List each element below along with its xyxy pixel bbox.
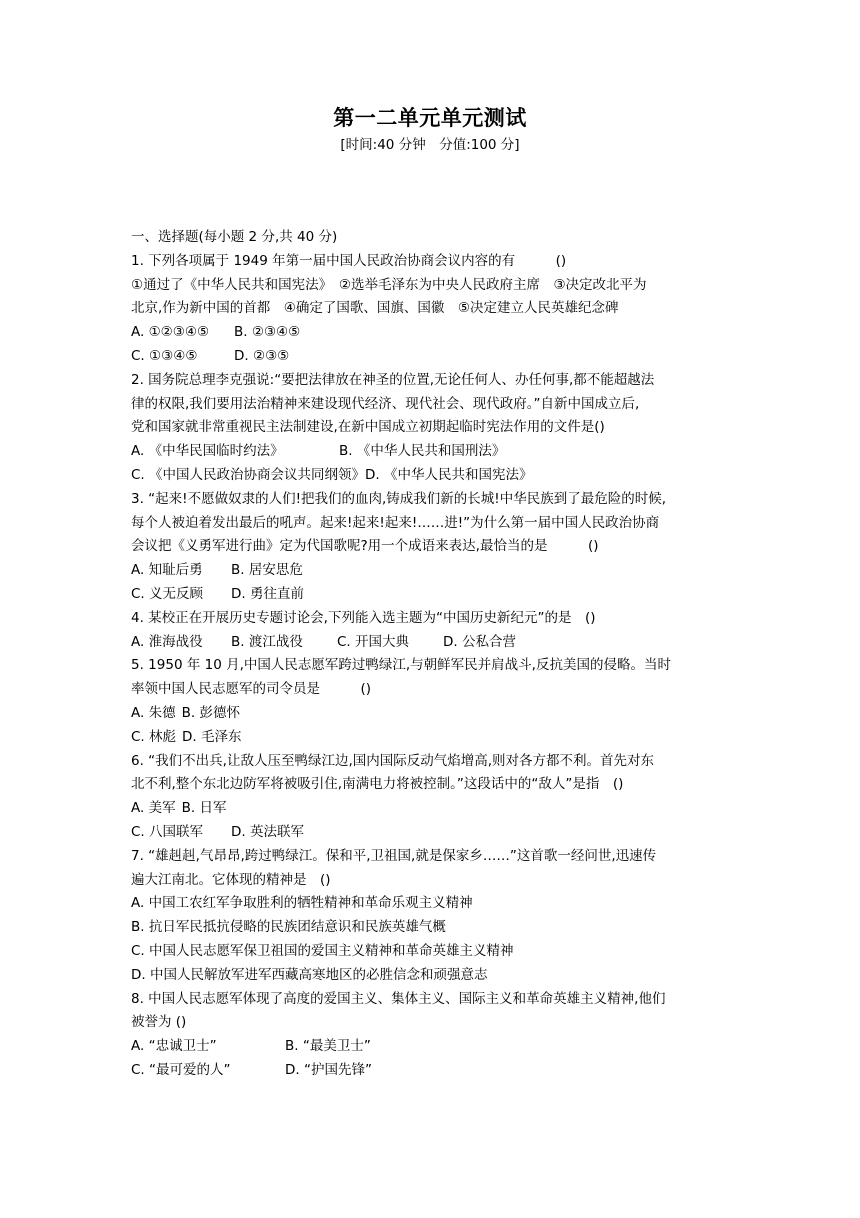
question-stem-line: 每个人被迫着发出最后的吼声。起来!起来!起来!……进!”为什么第一届中国人民政治协商 — [131, 514, 660, 531]
option-c: C. 八国联军 — [131, 823, 204, 840]
question-stem-line: 8. 中国人民志愿军体现了高度的爱国主义、集体主义、国际主义和革命英雄主义精神,他们 — [131, 990, 666, 1007]
option-c: C. 义无反顾 — [131, 585, 204, 602]
option-a: A. 朱德 — [131, 704, 176, 721]
question-5 — [131, 654, 731, 749]
question-section — [131, 226, 731, 1083]
question-stem-line: 律的权限,我们要用法治精神来建设现代经济、现代社会、现代政府。”自新中国成立后, — [131, 395, 640, 412]
option-d: D. 勇往直前 — [231, 585, 304, 602]
option-row — [131, 1035, 731, 1059]
option-a: A. 《中华民国临时约法》 — [131, 443, 284, 460]
section-heading: 一、选择题(每小题 2 分,共 40 分) — [131, 229, 338, 245]
option-row — [131, 559, 731, 583]
question-2 — [131, 369, 731, 488]
option-row — [131, 345, 731, 369]
question-stem-line: 被誉为 () — [131, 1014, 187, 1031]
question-3 — [131, 488, 731, 607]
question-8 — [131, 988, 731, 1083]
question-stem-line: 6. “我们不出兵,让敌人压至鸭绿江边,国内国际反动气焰增高,则对各方都不利。首先对东 — [131, 752, 655, 769]
option-row — [131, 631, 731, 655]
question-4 — [131, 607, 731, 655]
option-b: B. “最美卫士” — [285, 1038, 371, 1055]
option-a: A. ①②③④⑤ — [131, 324, 210, 341]
option-b: B. 《中华人民共和国刑法》 — [339, 443, 506, 460]
option-a: A. 美军 — [131, 800, 176, 817]
option-c: C. ①③④⑤ — [131, 347, 198, 364]
option-a: A. 中国工农红军争取胜利的牺牲精神和革命乐观主义精神 — [131, 895, 473, 912]
option-d: D. “护国先锋” — [285, 1061, 372, 1078]
option-b: B. 居安思危 — [231, 562, 303, 579]
option-d: D. 毛泽东 — [182, 728, 242, 745]
option-b: B. 日军 — [181, 800, 227, 817]
exam-info: [时间:40 分钟 分值:100 分] — [340, 137, 520, 153]
option-a: A. “忠诚卫士” — [131, 1038, 217, 1055]
option-a: A. 淮海战役 — [131, 633, 203, 650]
option-d: D. 中国人民解放军进军西藏高寒地区的必胜信念和顽强意志 — [131, 966, 488, 983]
option-b: B. 抗日军民抵抗侵略的民族团结意识和民族英雄气概 — [131, 919, 446, 936]
option-c: C. 林彪 — [131, 728, 177, 745]
option-b: B. ②③④⑤ — [234, 324, 301, 341]
question-stem-line: 4. 某校正在开展历史专题讨论会,下列能入选主题为“中国历史新纪元”的是 () — [131, 609, 596, 626]
option-c: C. “最可爱的人” — [131, 1061, 231, 1078]
question-stem-line: 7. “雄赳赳,气昂昂,跨过鸭绿江。保和平,卫祖国,就是保家乡……”这首歌一经问世,迅速传 — [131, 847, 657, 864]
option-row — [131, 821, 731, 845]
question-stem-line: 北不利,整个东北边防军将被吸引住,南满电力将被控制。”这段话中的“敌人”是指 () — [131, 776, 624, 793]
option-d: D. 《中华人民共和国宪法》 — [365, 466, 533, 483]
option-c: C. 中国人民志愿军保卫祖国的爱国主义精神和革命英雄主义精神 — [131, 942, 514, 959]
option-d: D. 公私合营 — [443, 633, 516, 650]
question-stem-line: 北京,作为新中国的首都 ④确定了国歌、国旗、国徽 ⑤决定建立人民英雄纪念碑 — [131, 300, 619, 317]
option-c: C. 开国大典 — [337, 633, 410, 650]
question-stem-line: 率领中国人民志愿军的司令员是 () — [131, 681, 372, 698]
option-c: C. 《中国人民政治协商会议共同纲领》 — [131, 466, 366, 483]
question-stem-line: 遍大江南北。它体现的精神是 () — [131, 871, 331, 888]
option-d: D. 英法联军 — [231, 823, 304, 840]
question-stem-line: 会议把《义勇军进行曲》定为代国歌呢?用一个成语来表达,最恰当的是 () — [131, 538, 599, 555]
option-row — [131, 726, 731, 750]
question-stem-line: 5. 1950 年 10 月,中国人民志愿军跨过鸭绿江,与朝鲜军民并肩战斗,反抗美国的侵略。当时 — [131, 657, 671, 674]
page-title: 第一二单元单元测试 — [333, 106, 527, 130]
question-stem-line: 2. 国务院总理李克强说:“要把法律放在神圣的位置,无论任何人、办任何事,都不能超越法 — [131, 371, 655, 388]
option-row — [131, 702, 731, 726]
option-b: B. 渡江战役 — [231, 633, 303, 650]
question-7 — [131, 845, 731, 988]
option-b: B. 彭德怀 — [181, 704, 240, 721]
question-6 — [131, 750, 731, 845]
question-stem-line: 1. 下列各项属于 1949 年第一届中国人民政治协商会议内容的有 () — [131, 252, 567, 269]
option-d: D. ②③⑤ — [234, 347, 290, 364]
option-row — [131, 583, 731, 607]
option-row — [131, 321, 731, 345]
question-stem-line: 党和国家就非常重视民主法制建设,在新中国成立初期起临时宪法作用的文件是() — [131, 419, 605, 436]
question-1 — [131, 250, 731, 369]
option-row — [131, 1059, 731, 1083]
question-stem-line: 3. “起来!不愿做奴隶的人们!把我们的血肉,铸成我们新的长城!中华民族到了最危险的时候, — [131, 490, 666, 507]
question-stem-line: ①通过了《中华人民共和国宪法》 ②选举毛泽东为中央人民政府主席 ③决定改北平为 — [131, 276, 647, 293]
option-a: A. 知耻后勇 — [131, 562, 203, 579]
option-row — [131, 440, 731, 464]
option-row — [131, 464, 731, 488]
option-row — [131, 797, 731, 821]
